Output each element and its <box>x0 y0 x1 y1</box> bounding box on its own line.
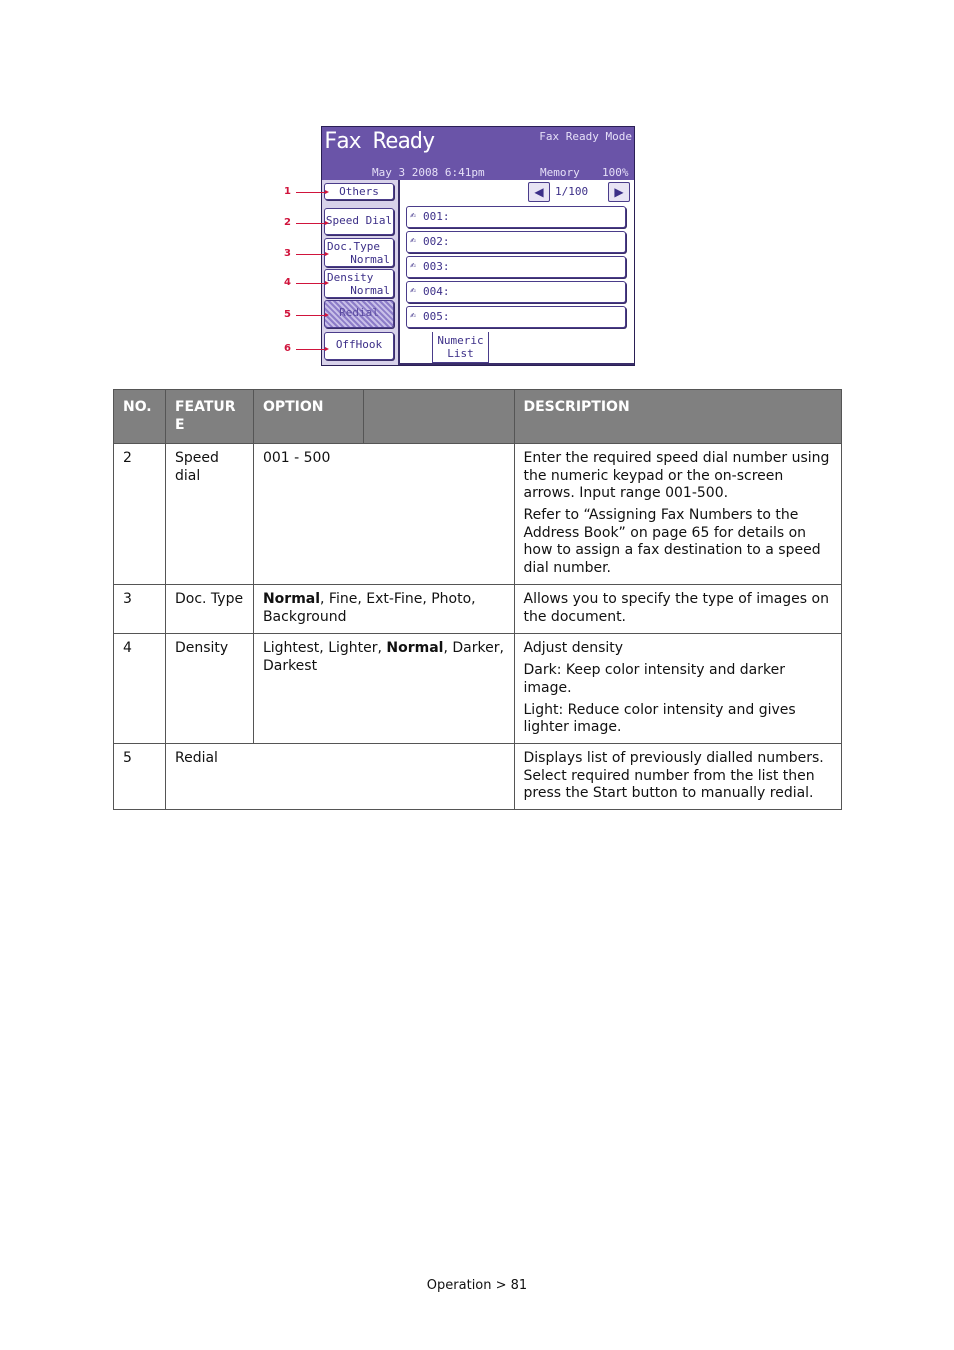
speed-dial-button[interactable] <box>324 208 394 235</box>
description-paragraph: Light: Reduce color intensity and gives lighter image. <box>523 701 796 735</box>
hand-icon: ✍ <box>410 310 417 321</box>
hand-icon: ✍ <box>410 235 417 246</box>
cell-description <box>514 585 842 634</box>
cell-feature: Speed dial <box>165 444 253 585</box>
description-paragraph: Refer to “Assigning Fax Numbers to the Address Book” on page 65 for details on how to assign a fax destination to a speed dial number. <box>523 507 821 576</box>
table-header-row <box>114 390 842 444</box>
callout-number: 4 <box>284 277 291 288</box>
tab-numeric-line2: List <box>447 347 474 360</box>
option-default: Normal <box>386 640 444 656</box>
feature-table <box>113 389 842 810</box>
callout-number: 6 <box>284 343 291 354</box>
callout-line <box>296 254 326 255</box>
fax-panel-screenshot <box>321 126 635 366</box>
offhook-button[interactable] <box>324 332 394 360</box>
cell-no: 3 <box>114 585 166 634</box>
density-label: Density <box>327 271 374 284</box>
callout-line <box>296 349 326 350</box>
panel-header <box>322 127 634 180</box>
density-button[interactable] <box>324 269 394 298</box>
tab-numeric-list[interactable] <box>432 332 489 363</box>
page-next-button[interactable] <box>608 182 630 202</box>
speed-dial-number: 002: <box>423 235 450 248</box>
page-prev-button[interactable] <box>528 182 550 202</box>
cell-no: 4 <box>114 634 166 744</box>
header-description: DESCRIPTION <box>514 390 842 444</box>
option-rest: , Darker, Darkest <box>262 640 504 674</box>
panel-bottom-line <box>400 363 634 365</box>
redial-label: Redial <box>339 306 379 319</box>
page-footer: Operation > 81 <box>426 1278 528 1293</box>
memory-label: Memory <box>540 166 580 179</box>
speed-dial-entry[interactable] <box>406 231 626 253</box>
speed-dial-entry[interactable] <box>406 206 626 228</box>
panel-mode: Fax Ready Mode <box>539 130 632 143</box>
description-paragraph: Enter the required speed dial number using the numeric keypad or the on-screen arrows. Input range 001-500. <box>523 450 830 501</box>
page-indicator: 1/100 <box>555 185 589 198</box>
doc-type-label: Doc.Type <box>327 240 380 253</box>
callout-line <box>296 192 326 193</box>
offhook-label: OffHook <box>335 338 383 351</box>
others-button[interactable] <box>324 183 394 200</box>
redial-button[interactable] <box>324 300 394 328</box>
description-paragraph: Adjust density <box>523 640 624 656</box>
speed-dial-number: 003: <box>423 260 450 273</box>
header-blank <box>363 390 514 444</box>
speed-dial-number: 001: <box>423 210 450 223</box>
callout-number: 5 <box>284 309 291 320</box>
density-value: Normal <box>350 284 390 297</box>
speed-dial-entry[interactable] <box>406 306 626 328</box>
callout-number: 2 <box>284 217 291 228</box>
header-option: OPTION <box>253 390 363 444</box>
hand-icon: ✍ <box>410 285 417 296</box>
cell-option <box>253 634 514 744</box>
header-feature: FEATUR E <box>165 390 253 444</box>
callout-number: 1 <box>284 186 291 197</box>
callout-line <box>296 315 326 316</box>
option-pre: Lightest, Lighter, <box>262 640 387 656</box>
option-default: Normal <box>262 591 321 607</box>
cell-description <box>514 634 842 744</box>
description-paragraph: Allows you to specify the type of images on the document. <box>523 591 829 625</box>
cell-description <box>514 744 842 810</box>
table-row <box>114 634 842 744</box>
panel-title: Fax Ready <box>324 129 435 154</box>
cell-no: 2 <box>114 444 166 585</box>
table-row <box>114 744 842 810</box>
doc-type-button[interactable] <box>324 238 394 267</box>
cell-option: 001 - 500 <box>253 444 514 585</box>
table-row <box>114 585 842 634</box>
cell-feature: Doc. Type <box>165 585 253 634</box>
description-paragraph: Dark: Keep color intensity and darker image. <box>523 662 785 696</box>
doc-type-value: Normal <box>350 253 390 266</box>
callout-line <box>296 283 326 284</box>
arrow-left-icon: ◀ <box>534 185 544 199</box>
speed-dial-entry[interactable] <box>406 256 626 278</box>
description-paragraph: Displays list of previously dialled numbers. Select required number from the list then press the Start button to manually redial. <box>523 750 824 801</box>
panel-date: May 3 2008 6:41pm <box>372 166 485 179</box>
cell-description <box>514 444 842 585</box>
cell-feature: Density <box>165 634 253 744</box>
speed-dial-label: Speed Dial <box>325 214 393 227</box>
hand-icon: ✍ <box>410 210 417 221</box>
option-rest: , Fine, Ext-Fine, Photo, Background <box>262 591 476 625</box>
cell-feature: Redial <box>165 744 514 810</box>
hand-icon: ✍ <box>410 260 417 271</box>
others-label: Others <box>339 185 379 198</box>
callout-line <box>296 223 326 224</box>
speed-dial-entry[interactable] <box>406 281 626 303</box>
speed-dial-number: 004: <box>423 285 450 298</box>
speed-dial-number: 005: <box>423 310 450 323</box>
header-no: NO. <box>114 390 166 444</box>
tab-numeric-line1: Numeric <box>437 334 484 347</box>
arrow-right-icon: ▶ <box>614 185 624 199</box>
memory-value: 100% <box>602 166 629 179</box>
cell-no: 5 <box>114 744 166 810</box>
callout-number: 3 <box>284 248 291 259</box>
cell-option <box>253 585 514 634</box>
table-row <box>114 444 842 585</box>
